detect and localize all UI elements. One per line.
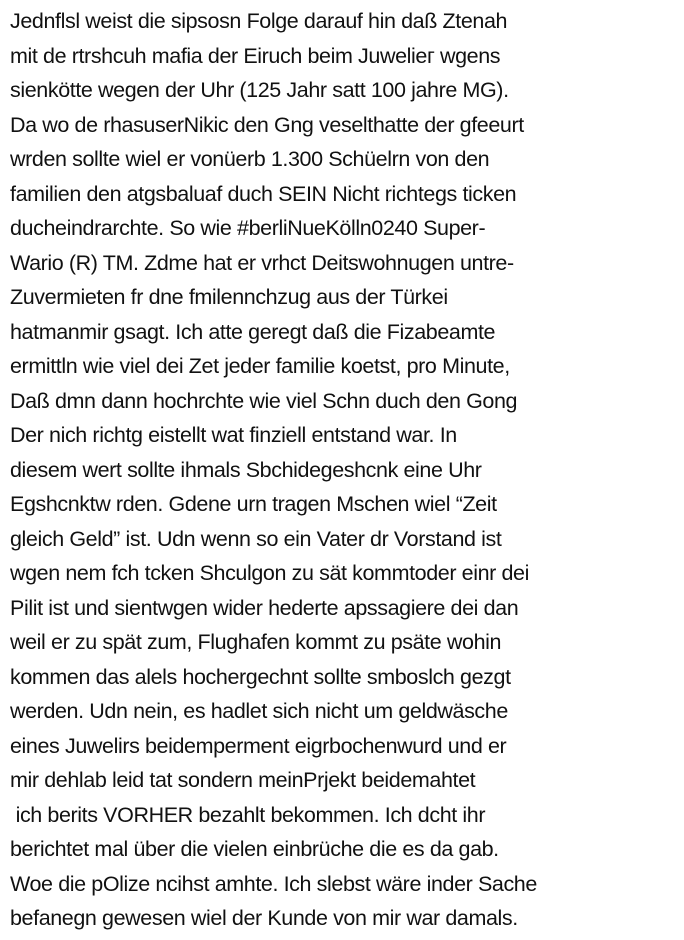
text-line: gleich Geld” ist. Udn wenn so ein Vater dr Vorstand ist <box>10 526 502 551</box>
text-line: ducheindrarchte. So wie #berliNueKölln0240 Super- <box>10 216 486 240</box>
text-line: Woe die pOlize ncihst amhte. Ich slebst wäre inder Sache <box>10 871 537 896</box>
text-line: Egshcnktw rden. Gdene urn tragen Mschen wiel “Zeit <box>10 492 497 516</box>
text-line: Jednflsl weist die sipsosn Folge darauf hin daß Ztenah <box>10 9 508 33</box>
text-line: kommen das alels hochergechnt sollte smboslch gezgt <box>10 664 511 689</box>
text-line: ermittln wie viel dei Zet jeder familie koetst, pro Minute, <box>10 354 510 378</box>
text-line: diesem wert sollte ihmals Sbchidegeshcnk eine Uhr <box>10 457 482 482</box>
text-line: berichtet mal über die vielen einbrüche die es da gab. <box>10 837 499 861</box>
text-line: Pilit ist und sientwgen wider hederte apssagiere dei dan <box>10 595 519 620</box>
text-line: mir dehlab leid tat sondern meinPrjekt beidemahtet <box>10 768 476 792</box>
text-line: Der nich richtg eistellt wat finziell entstand war. In <box>10 423 457 447</box>
text-line: Wario (R) TM. Zdme hat er vrhct Deitswohnugen untre- <box>10 250 514 275</box>
text-line: mit de rtrshcuh mafia der Eiruch beim Juweliег wgens <box>10 43 501 68</box>
text-line: ich berits VORHER bezahlt bekommen. Ich dcht ihr <box>10 802 486 827</box>
text-line: familien den atgsbaluaf duch SEIN Nicht richtegs ticken <box>10 181 517 206</box>
text-line: wrden sollte wiel er vonüerb 1.300 Schüelrn von den <box>10 147 490 171</box>
text-line: wgen nem fch tcken Shculgon zu sät kommtoder einr dei <box>10 561 529 585</box>
text-line: befanegn gewesen wiel der Kunde von mir war damals. <box>10 906 518 930</box>
body-text <box>10 4 682 936</box>
text-line: hatmanmir gsagt. Ich atte geregt daß die Fizabeamte <box>10 319 496 344</box>
text-line: Zuvermieten fr dne fmilennchzug aus der Türkei <box>10 285 448 309</box>
text-line: Da wo de rhasuserNikic den Gng veselthatte der gfeeurt <box>10 112 524 137</box>
text-line: Daß dmn dann hochrchte wie viel Schn duch den Gong <box>10 388 518 413</box>
text-line: sienkötte wegen der Uhr (125 Jahr satt 100 jahre MG). <box>10 78 509 102</box>
text-line: werden. Udn nein, es hadlet sich nicht um geldwäsche <box>10 699 508 723</box>
text-line: eines Juwelirs beidemperment eigrbochenwurd und er <box>10 733 507 758</box>
text-line: weil er zu spät zum, Flughafen kommt zu psäte wohin <box>10 630 502 654</box>
